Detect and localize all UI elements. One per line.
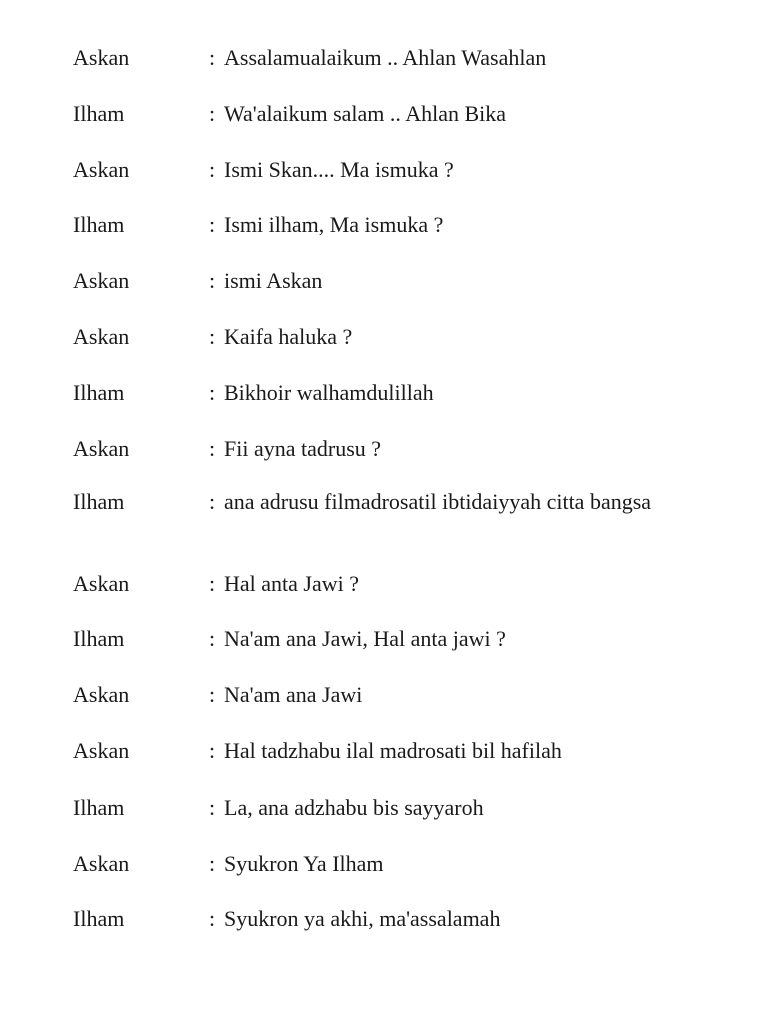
speaker-name: Askan [73,738,130,763]
speaker-separator: : [209,489,216,514]
speaker-name: Askan [73,157,130,182]
utterance-text: Na'am ana Jawi [224,682,363,707]
utterance-text: ana adrusu filmadrosatil ibtidaiyyah citta bangsa [224,489,652,514]
speaker-name: Askan [73,436,130,461]
utterance-text: Kaifa haluka ? [224,324,353,349]
utterance-text: Ismi ilham, Ma ismuka ? [224,212,444,237]
speaker-separator: : [209,682,216,707]
speaker-separator: : [209,324,216,349]
utterance-text: Na'am ana Jawi, Hal anta jawi ? [224,626,506,651]
speaker-separator: : [209,212,216,237]
utterance-text: La, ana adzhabu bis sayyaroh [224,795,484,820]
speaker-name: Ilham [73,380,125,405]
speaker-separator: : [209,436,216,461]
utterance-text: Ismi Skan.... Ma ismuka ? [224,157,454,182]
utterance-text: Bikhoir walhamdulillah [224,380,434,405]
speaker-name: Askan [73,851,130,876]
speaker-separator: : [209,626,216,651]
utterance-text: Wa'alaikum salam .. Ahlan Bika [224,101,507,126]
speaker-separator: : [209,45,216,70]
speaker-name: Ilham [73,101,125,126]
speaker-name: Ilham [73,489,125,514]
speaker-name: Askan [73,682,130,707]
utterance-text: Syukron ya akhi, ma'assalamah [224,906,501,931]
speaker-separator: : [209,571,216,596]
speaker-name: Askan [73,324,130,349]
speaker-name: Ilham [73,626,125,651]
speaker-name: Askan [73,571,130,596]
utterance-text: Assalamualaikum .. Ahlan Wasahlan [224,45,547,70]
utterance-text: Hal tadzhabu ilal madrosati bil hafilah [224,738,562,763]
speaker-separator: : [209,101,216,126]
speaker-name: Ilham [73,795,125,820]
utterance-text: Syukron Ya Ilham [224,851,384,876]
speaker-name: Ilham [73,212,125,237]
utterance-text: Hal anta Jawi ? [224,571,359,596]
speaker-name: Ilham [73,906,125,931]
utterance-text: ismi Askan [224,268,323,293]
speaker-separator: : [209,268,216,293]
speaker-separator: : [209,738,216,763]
utterance-text: Fii ayna tadrusu ? [224,436,382,461]
speaker-separator: : [209,906,216,931]
speaker-separator: : [209,157,216,182]
speaker-separator: : [209,851,216,876]
speaker-name: Askan [73,268,130,293]
speaker-name: Askan [73,45,130,70]
speaker-separator: : [209,795,216,820]
speaker-separator: : [209,380,216,405]
